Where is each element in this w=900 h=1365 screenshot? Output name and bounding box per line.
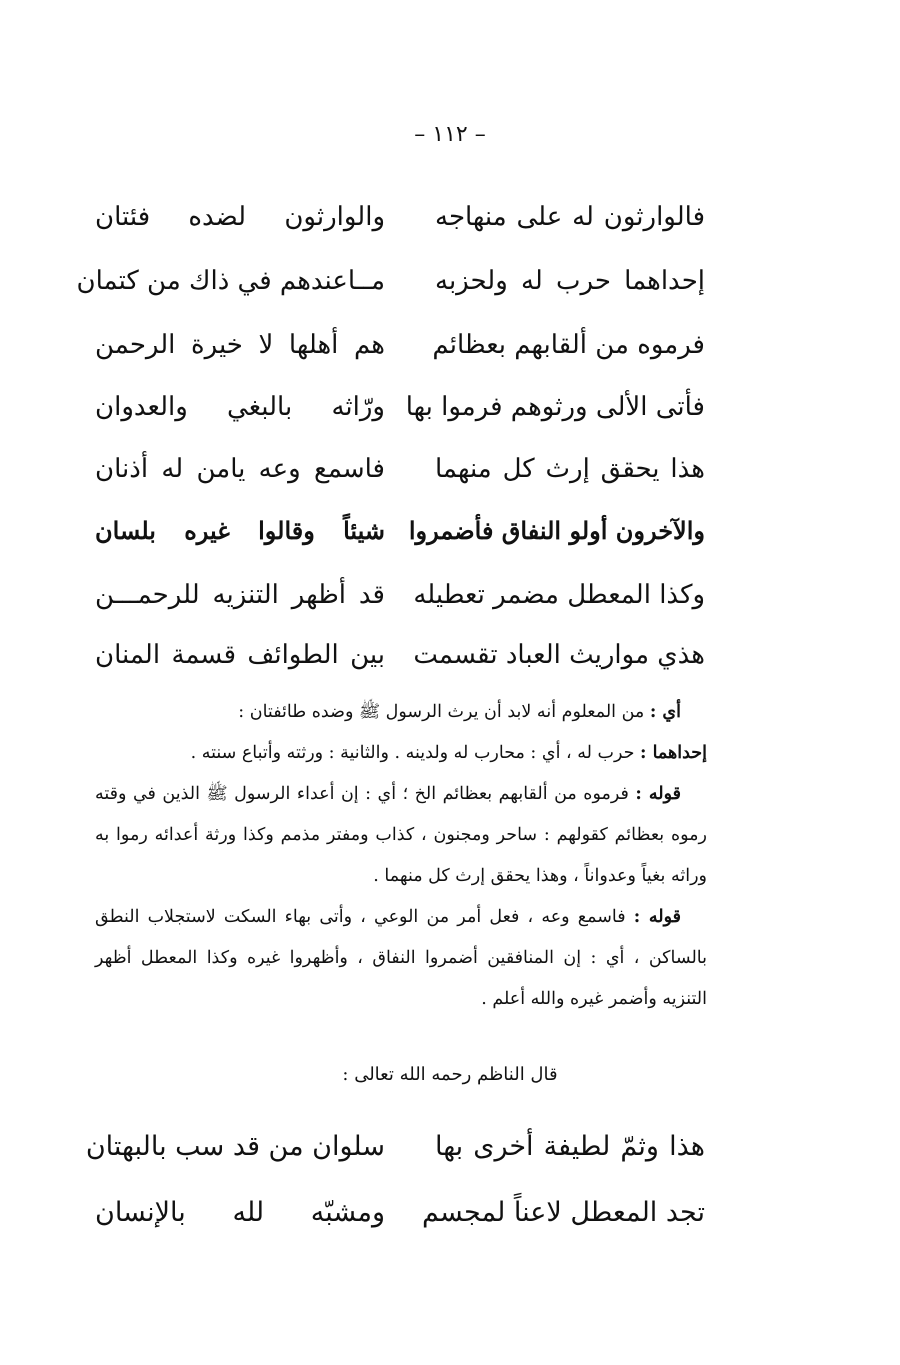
verse-first-hemistich: إحداهما حرب له ولحزبه [435,266,705,296]
verse-line [95,320,705,370]
verse-first-hemistich: والآخرون أولو النفاق فأضمروا [408,516,705,545]
verse-second-hemistich: فاسمع وعه يامن له أذنان [95,454,385,484]
verse-first-hemistich: هذا وثمّ لطيفة أخرى بها [435,1131,705,1162]
verse-first-hemistich: هذي مواريث العباد تقسمت [413,640,705,670]
verse-line [95,382,705,432]
commentary-lead: أي : [649,702,681,722]
section-heading: قال الناظم رحمه الله تعالى : [342,1064,558,1085]
verse-second-hemistich: مــاعندهم في ذاك من كتمان [76,266,385,296]
commentary-text: حرب له ، أي : محارب له ولدينه . والثانية : ورثته وأتباع سنته . [190,743,635,763]
verse-second-hemistich: بين الطوائف قسمة المنان [95,640,385,670]
verse-second-hemistich: قد أظهر التنزيه للرحمـــن [95,580,385,610]
verse-first-hemistich: هذا يحقق إرث كل منهما [435,454,705,484]
commentary-paragraph [95,733,707,774]
verse-second-hemistich: ومشبّه لله بالإنسان [95,1197,385,1228]
commentary-text: من المعلوم أنه لابد أن يرث الرسول ﷺ وضده طائفتان : [238,702,645,722]
page-number: – ١١٢ – [414,122,486,147]
commentary-text: فرموه من ألقابهم بعظائم الخ ؛ أي : إن أعداء الرسول ﷺ الذين في وقته رموه بعظائم كقولهم : ساحر ومجنون ، كذاب ومفتر مذمم وكذا ورثة أعدائه رموا به وراثه بغياً وعدواناً ، وهذا يحقق إرث كل منهما . [95,784,707,886]
commentary-lead: قوله : [635,784,681,804]
commentary-lead: قوله : [633,907,681,927]
verse-second-hemistich: شيئاً وقالوا غيره بلسان [95,516,385,545]
verse-second-hemistich: والوارثون لضده فئتان [95,202,385,232]
commentary-text: فاسمع وعه ، فعل أمر من الوعي ، وأتى بهاء السكت لاستجلاب النطق بالساكن ، أي : إن المنافقين أضمروا النفاق ، وأظهروا غيره وكذا المعطل أظهر التنزيه وأضمر غيره والله أعلم . [95,907,707,1009]
verse-line [95,1188,705,1238]
verse-first-hemistich: تجد المعطل لاعناً لمجسم [421,1197,705,1228]
commentary-paragraph [95,897,707,1020]
verse-first-hemistich: فرموه من ألقابهم بعظائم [432,330,705,360]
verse-second-hemistich: ورّاثه بالبغي والعدوان [95,392,385,422]
commentary-paragraph [95,774,707,897]
commentary [95,692,707,1020]
verse-line [85,1122,705,1172]
verse-line [95,630,705,680]
verse-first-hemistich: فالوارثون له على منهاجه [435,202,705,232]
verse-line [95,570,705,620]
verse-line [95,192,705,242]
verse-line [76,256,705,306]
commentary-paragraph [95,692,707,733]
verse-line [95,506,705,556]
verse-second-hemistich: هم أهلها لا خيرة الرحمن [95,330,385,360]
verse-line [95,444,705,494]
verse-first-hemistich: فأتى الألى ورثوهم فرموا بها [405,392,705,422]
commentary-lead: إحداهما : [640,743,707,763]
verse-first-hemistich: وكذا المعطل مضمر تعطيله [413,580,705,610]
verse-second-hemistich: سلوان من قد سب بالبهتان [85,1131,385,1162]
